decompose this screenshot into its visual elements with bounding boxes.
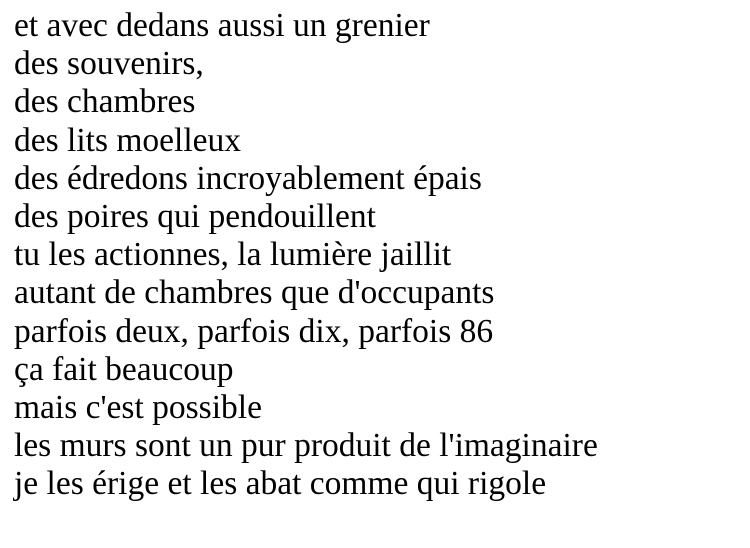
poem-line: des lits moelleux [14, 121, 242, 159]
poem-line: ça fait beaucoup [14, 350, 234, 388]
poem-line: les murs sont un pur produit de l'imaginaire [14, 427, 598, 465]
poem-line: des chambres [14, 83, 196, 121]
poem-line: tu les actionnes, la lumière jaillit [14, 236, 452, 274]
poem-line: des édredons incroyablement épais [14, 159, 482, 197]
poem-line: mais c'est possible [14, 389, 262, 427]
poem-line: et avec dedans aussi un grenier [14, 7, 430, 44]
poem-line: je les érige et les abat comme qui rigole [14, 465, 547, 503]
poem-line: parfois deux, parfois dix, parfois 86 [14, 312, 494, 350]
poem-line: des poires qui pendouillent [14, 198, 376, 236]
poem-text [14, 7, 598, 504]
poem-line: autant de chambres que d'occupants [14, 274, 495, 312]
poem-line: des souvenirs, [14, 45, 204, 83]
